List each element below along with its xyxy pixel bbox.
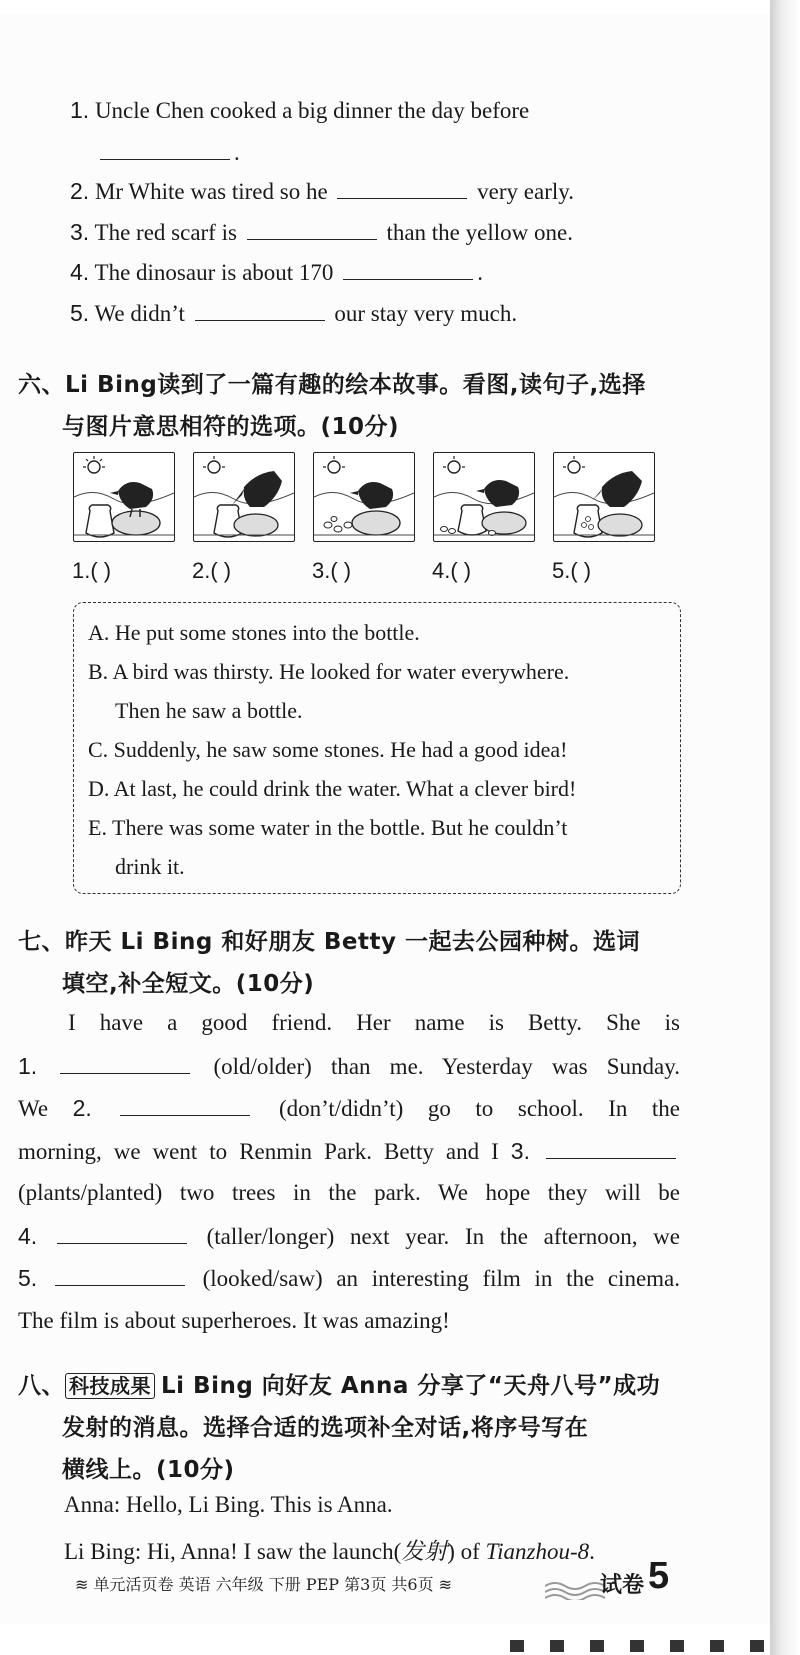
option-b-cont: Then he saw a bottle. bbox=[115, 698, 303, 723]
item-5-line: 5. We didn’t our stay very much. bbox=[70, 300, 518, 326]
bird-drinking-illustration bbox=[194, 453, 294, 541]
item-2-line: 2. Mr White was tired so he very early. bbox=[70, 178, 574, 204]
edge-mark bbox=[550, 1640, 564, 1652]
passage-line: 5. (looked/saw) an interesting film in the cinema. bbox=[18, 1265, 680, 1291]
section-8-heading-cont2: 横线上。(10分) bbox=[62, 1457, 235, 1483]
story-picture-5 bbox=[553, 452, 655, 542]
answer-blank[interactable] bbox=[247, 238, 377, 240]
answer-blank[interactable] bbox=[546, 1157, 676, 1159]
passage-line: We 2. (don’t/didn’t) go to school. In the bbox=[18, 1095, 681, 1121]
passage bbox=[18, 1002, 680, 1342]
option-c: C. Suddenly, he saw some stones. He had a good idea! bbox=[88, 737, 568, 762]
passage-line: I have a good friend. Her name is Betty. She is bbox=[68, 1010, 680, 1035]
answer-slot-4[interactable]: 4.( ) bbox=[432, 558, 472, 583]
brand-label: 试卷 bbox=[600, 1573, 645, 1598]
section-7-heading: 七、昨天 Li Bing 和好朋友 Betty 一起去公园种树。选词 bbox=[18, 929, 640, 955]
edge-mark bbox=[750, 1640, 764, 1652]
dialog-line-libing: Li Bing: Hi, Anna! I saw the launch(发射) of Tianzhou-8. bbox=[64, 1539, 595, 1564]
answer-blank[interactable] bbox=[343, 278, 473, 280]
answer-blank[interactable] bbox=[55, 1284, 185, 1286]
option-a: A. He put some stones into the bottle. bbox=[88, 620, 420, 645]
tech-tag: 科技成果 bbox=[65, 1373, 155, 1399]
option-b: B. A bird was thirsty. He looked for water everywhere. bbox=[88, 659, 570, 684]
passage-line: (plants/planted) two trees in the park. We hope they will be bbox=[18, 1180, 680, 1205]
bird-idea-illustration bbox=[434, 453, 534, 541]
footer-text: ≋ 单元活页卷 英语 六年级 下册 PEP 第3页 共6页 ≋ bbox=[75, 1575, 453, 1594]
answer-slot-5[interactable]: 5.( ) bbox=[552, 558, 592, 583]
story-picture-2 bbox=[193, 452, 295, 542]
section-6-heading-cont: 与图片意思相符的选项。(10分) bbox=[62, 414, 400, 440]
item-1-line: 1. Uncle Chen cooked a big dinner the day before bbox=[70, 97, 530, 123]
passage-line: 4. (taller/longer) next year. In the afternoon, we bbox=[18, 1222, 680, 1249]
answer-blank[interactable] bbox=[195, 319, 325, 321]
edge-mark bbox=[590, 1640, 604, 1652]
bird-drops-stone-illustration bbox=[554, 453, 654, 541]
section-6-heading: 六、Li Bing读到了一篇有趣的绘本故事。看图,读句子,选择 bbox=[18, 372, 646, 398]
option-e-cont: drink it. bbox=[115, 854, 185, 879]
edge-mark bbox=[510, 1640, 524, 1652]
edge-marks bbox=[510, 1640, 770, 1655]
passage-line: morning, we went to Renmin Park. Betty and I 3. bbox=[18, 1130, 680, 1173]
story-picture-1 bbox=[73, 452, 175, 542]
option-e: E. There was some water in the bottle. But he couldn’t bbox=[88, 815, 568, 840]
section-8-heading-cont: 发射的消息。选择合适的选项补全对话,将序号写在 bbox=[62, 1415, 589, 1441]
page-number: 5 bbox=[648, 1555, 670, 1597]
story-picture-4 bbox=[433, 452, 535, 542]
page-edge bbox=[770, 0, 800, 1655]
section-8-heading: 八、 科技成果 Li Bing 向好友 Anna 分享了“天舟八号”成功 bbox=[18, 1373, 661, 1399]
answer-blank[interactable] bbox=[120, 1114, 250, 1116]
bird-stones-illustration bbox=[314, 453, 414, 541]
answer-slot-2[interactable]: 2.( ) bbox=[192, 558, 232, 583]
story-pictures bbox=[73, 452, 683, 544]
option-d: D. At last, he could drink the water. What a clever bird! bbox=[88, 776, 577, 801]
passage-line: The film is about superheroes. It was amazing! bbox=[18, 1307, 450, 1333]
answer-blank[interactable] bbox=[100, 158, 230, 160]
item-4-line: 4. The dinosaur is about 170 . bbox=[70, 259, 483, 285]
story-picture-3 bbox=[313, 452, 415, 542]
answer-blank[interactable] bbox=[60, 1072, 190, 1074]
dialog-line-anna: Anna: Hello, Li Bing. This is Anna. bbox=[64, 1492, 393, 1517]
item-1-blank-line: . bbox=[96, 140, 240, 166]
bird-bottle-illustration bbox=[74, 453, 174, 541]
edge-mark bbox=[670, 1640, 684, 1652]
edge-mark bbox=[630, 1640, 644, 1652]
section-7-heading-cont: 填空,补全短文。(10分) bbox=[62, 971, 315, 997]
answer-slot-1[interactable]: 1.( ) bbox=[72, 558, 112, 583]
answer-blank[interactable] bbox=[337, 197, 467, 199]
edge-mark bbox=[710, 1640, 724, 1652]
answer-slot-3[interactable]: 3.( ) bbox=[312, 558, 352, 583]
answer-blank[interactable] bbox=[57, 1242, 187, 1244]
item-3-line: 3. The red scarf is than the yellow one. bbox=[70, 219, 573, 245]
passage-line: 1. (old/older) than me. Yesterday was Sunday. bbox=[18, 1052, 681, 1079]
